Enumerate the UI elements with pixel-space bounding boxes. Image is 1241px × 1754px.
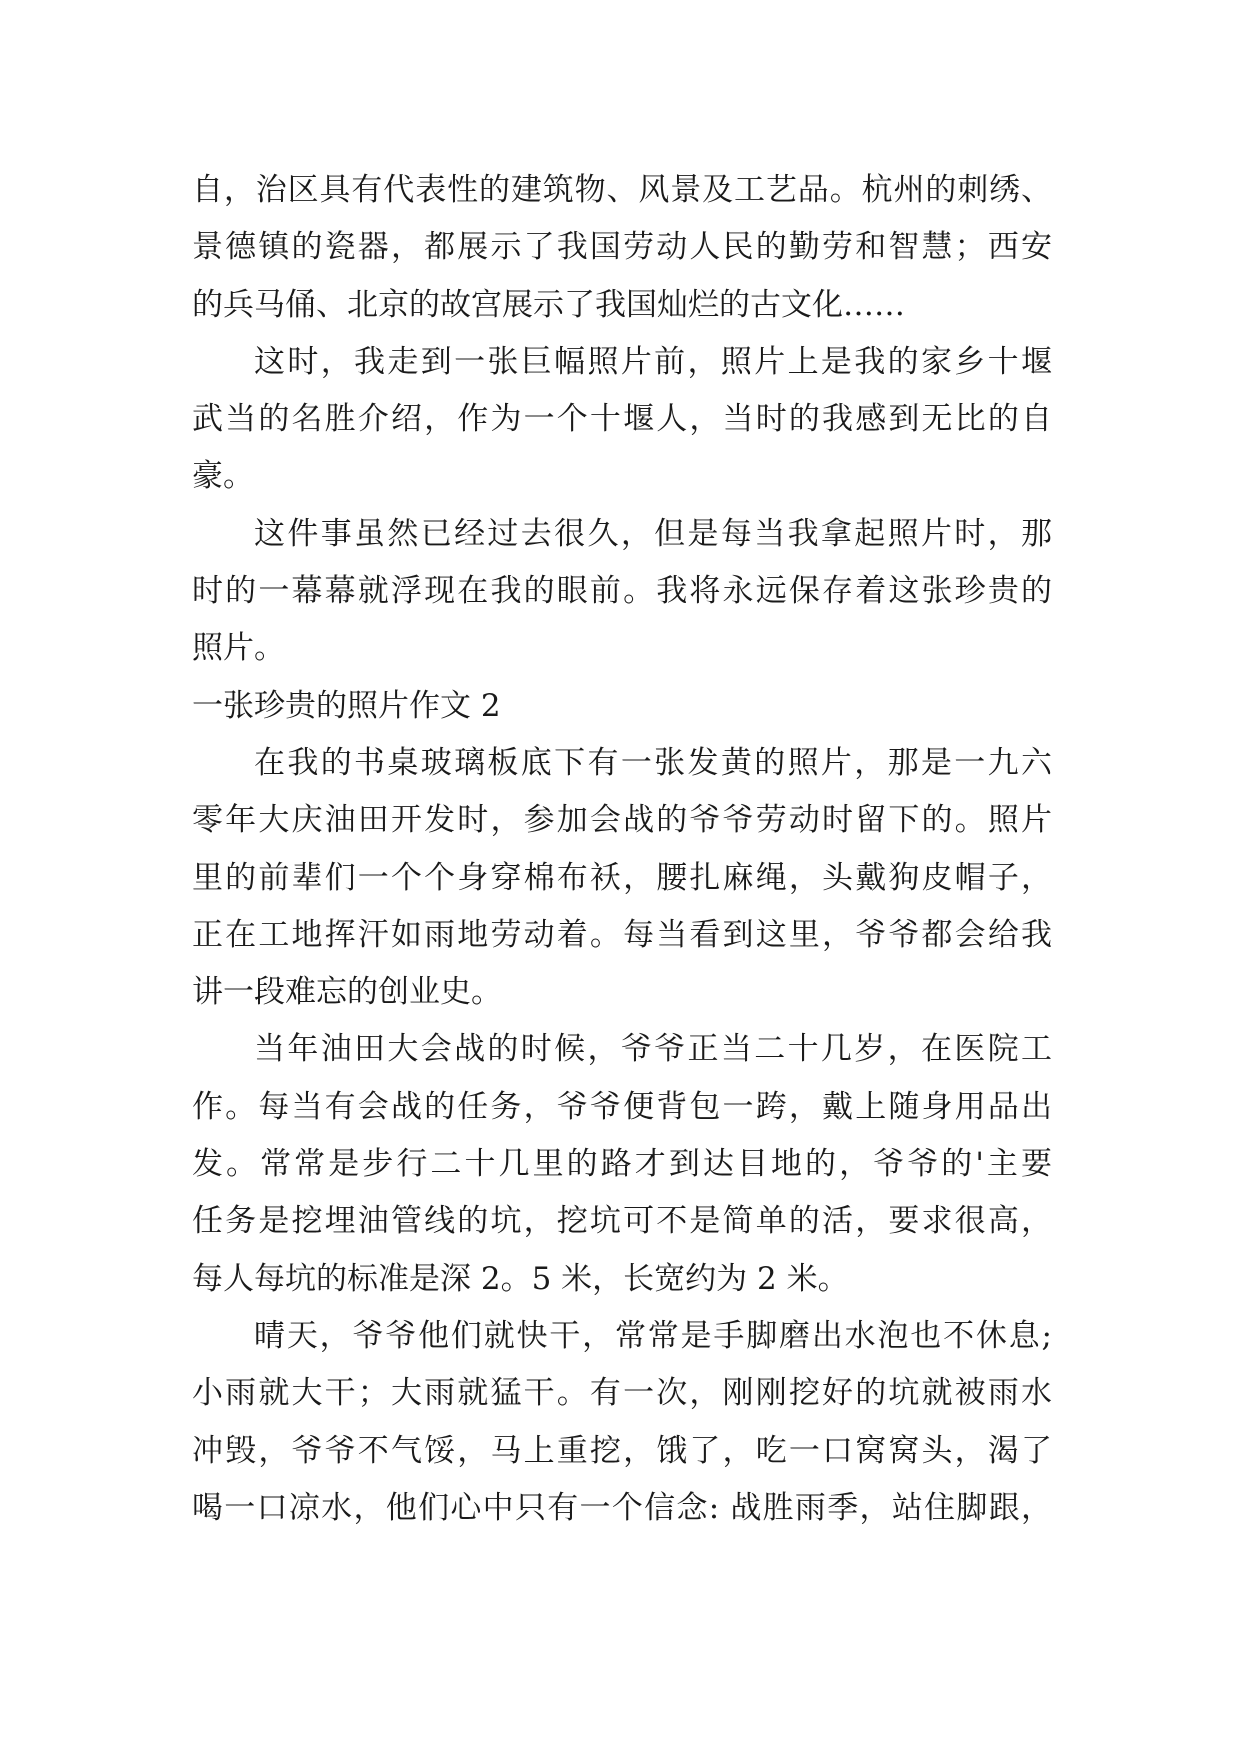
text-line: 里的前辈们一个个身穿棉布袄，腰扎麻绳，头戴狗皮帽子， [192,859,1052,896]
text-line: 晴天，爷爷他们就快干，常常是手脚磨出水泡也不休息; [254,1317,1052,1354]
paragraph [192,506,1052,678]
text-line: 时的一幕幕就浮现在我的眼前。我将永远保存着这张珍贵的 [192,573,1052,610]
text-line: 作。每当有会战的任务，爷爷便背包一跨，戴上随身用品出 [192,1088,1052,1125]
text-line: 在我的书桌玻璃板底下有一张发黄的照片，那是一九六 [254,744,1052,781]
paragraph [192,334,1052,506]
text-line: 零年大庆油田开发时，参加会战的爷爷劳动时留下的。照片 [192,802,1052,839]
text-line: 当年油田大会战的时候，爷爷正当二十几岁，在医院工 [254,1031,1052,1068]
text-line: 自，治区具有代表性的建筑物、风景及工艺品。杭州的刺绣、 [192,172,1052,208]
paragraph [192,162,1052,334]
document-body [192,162,1052,1537]
text-line: 正在工地挥汗如雨地劳动着。每当看到这里，爷爷都会给我 [192,916,1052,953]
paragraph [192,1308,1052,1537]
text-line: 冲毁，爷爷不气馁，马上重挖，饿了，吃一口窝窝头，渴了 [192,1432,1052,1469]
text-line: 这时，我走到一张巨幅照片前，照片上是我的家乡十堰 [254,343,1052,380]
text-line: 任务是挖埋油管线的坑，挖坑可不是简单的活，要求很高， [192,1203,1052,1240]
text-line: 豪。 [192,458,254,495]
text-line: 喝一口凉水，他们心中只有一个信念: 战胜雨季，站住脚跟， [192,1489,1052,1526]
section-heading: 一张珍贵的照片作文 2 [192,687,501,724]
text-line: 的兵马俑、北京的故宫展示了我国灿烂的古文化…… [192,286,905,323]
text-line: 讲一段难忘的创业史。 [192,974,502,1011]
text-line: 每人每坑的标准是深 2。5 米，长宽约为 2 米。 [192,1260,849,1297]
text-line: 这件事虽然已经过去很久，但是每当我拿起照片时，那 [254,515,1052,552]
text-line: 武当的名胜介绍，作为一个十堰人，当时的我感到无比的自 [192,401,1052,438]
text-line: 景德镇的瓷器，都展示了我国劳动人民的勤劳和智慧；西安 [192,229,1052,266]
text-line: 照片。 [192,630,285,667]
paragraph [192,735,1052,1021]
text-line: 小雨就大干；大雨就猛干。有一次，刚刚挖好的坑就被雨水 [192,1375,1052,1412]
text-line: 发。常常是步行二十几里的路才到达目地的，爷爷的'主要 [192,1146,1052,1183]
paragraph [192,1021,1052,1307]
